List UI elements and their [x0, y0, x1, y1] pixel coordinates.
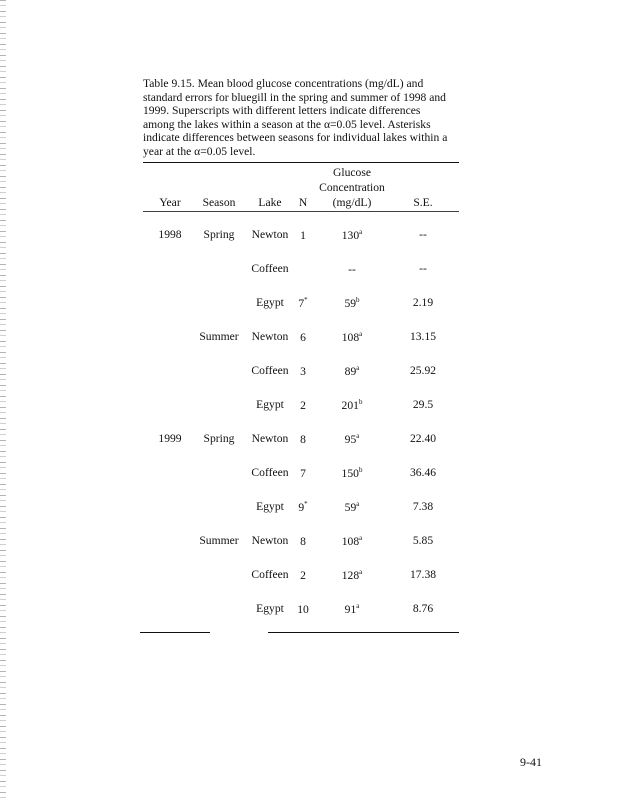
table-bottom-rule-right	[268, 632, 459, 633]
cell-season-value: Summer	[199, 330, 239, 343]
header-glucose-line1: Glucose	[333, 166, 371, 179]
cell-lake-value: Newton	[251, 330, 289, 343]
cell-se-value: --	[419, 228, 427, 241]
cell-lake-value: Newton	[251, 534, 289, 547]
cell-se-value: 25.92	[409, 364, 437, 377]
header-n: N	[298, 196, 308, 209]
cell-lake-value: Egypt	[256, 398, 284, 411]
cell-n-value: 6	[300, 331, 306, 344]
cell-glucose	[322, 534, 382, 548]
cell-se-value: 5.85	[412, 534, 434, 547]
lake-difference-superscript: a	[359, 228, 363, 236]
header-se: S.E.	[413, 196, 433, 209]
cell-se-value: 17.38	[409, 568, 437, 581]
cell-se-value: 8.76	[412, 602, 434, 615]
cell-lake	[246, 228, 294, 241]
cell-glucose	[322, 330, 382, 344]
cell-glucose	[322, 398, 382, 412]
cell-n-value: 9	[298, 501, 305, 514]
cell-se	[398, 534, 448, 547]
lake-difference-superscript: a	[359, 568, 363, 576]
cell-n	[292, 398, 314, 412]
cell-season-value: Summer	[199, 534, 239, 547]
cell-lake	[246, 262, 294, 275]
cell-se	[398, 568, 448, 581]
cell-glucose	[322, 432, 382, 446]
table-caption	[143, 77, 463, 159]
cell-se	[398, 228, 448, 241]
cell-lake-value: Egypt	[256, 602, 284, 615]
cell-se	[398, 296, 448, 309]
cell-lake	[246, 364, 294, 377]
cell-lake	[246, 568, 294, 581]
cell-glucose-value: 108	[341, 535, 360, 548]
cell-se-value: 36.46	[409, 466, 437, 479]
lake-difference-superscript: a	[356, 364, 360, 372]
lake-difference-superscript: a	[359, 330, 363, 338]
cell-n	[292, 534, 314, 548]
cell-se	[398, 398, 448, 411]
cell-season-value: Spring	[203, 432, 235, 445]
cell-glucose-value: 201	[341, 399, 359, 412]
cell-lake	[246, 602, 294, 615]
cell-season	[195, 330, 243, 343]
cell-n-value: 2	[300, 569, 306, 582]
cell-lake	[246, 398, 294, 411]
caption-line: 1999. Superscripts with different letters indicate differences	[143, 104, 421, 118]
header-year: Year	[159, 196, 181, 209]
cell-n-value: 3	[300, 365, 306, 378]
cell-lake-value: Egypt	[256, 500, 284, 513]
lake-difference-superscript: a	[356, 432, 360, 440]
cell-lake	[246, 296, 294, 309]
lake-difference-superscript: b	[356, 296, 360, 304]
header-glucose-line3: (mg/dL)	[332, 196, 372, 209]
cell-lake-value: Coffeen	[251, 568, 289, 581]
cell-glucose	[322, 568, 382, 582]
cell-se	[398, 364, 448, 377]
cell-n-value: 8	[300, 535, 306, 548]
cell-glucose-value: --	[348, 263, 356, 276]
cell-n-value: 7	[298, 297, 305, 310]
header-bottom-rule	[143, 211, 459, 212]
cell-glucose-value: 59	[344, 297, 357, 310]
cell-lake-value: Egypt	[256, 296, 284, 309]
cell-se	[398, 602, 448, 615]
cell-glucose-value: 108	[341, 331, 360, 344]
cell-glucose-value: 95	[344, 433, 357, 446]
cell-n	[292, 432, 314, 446]
cell-n	[292, 330, 314, 344]
cell-glucose-value: 89	[344, 365, 357, 378]
cell-glucose-value: 59	[344, 501, 357, 514]
cell-se-value: --	[419, 262, 427, 275]
cell-n-value: 1	[300, 229, 306, 242]
cell-lake	[246, 466, 294, 479]
cell-n-value: 8	[300, 433, 306, 446]
cell-se	[398, 432, 448, 445]
caption-line: indicate differences between seasons for individual lakes within a	[143, 131, 448, 145]
cell-lake-value: Coffeen	[251, 262, 289, 275]
header-glucose-line2: Concentration	[319, 181, 385, 194]
cell-n-value: 2	[300, 399, 306, 412]
cell-lake	[246, 500, 294, 513]
cell-glucose	[322, 602, 382, 616]
cell-se-value: 7.38	[412, 500, 434, 513]
cell-lake	[246, 330, 294, 343]
season-difference-asterisk: *	[304, 296, 308, 304]
cell-lake-value: Coffeen	[251, 466, 289, 479]
cell-glucose	[322, 228, 382, 242]
cell-se-value: 22.40	[409, 432, 437, 445]
cell-glucose	[322, 262, 382, 276]
cell-glucose	[322, 364, 382, 378]
lake-difference-superscript: b	[358, 466, 363, 474]
cell-n	[292, 602, 314, 616]
cell-n	[292, 364, 314, 378]
lake-difference-superscript: a	[356, 602, 360, 610]
lake-difference-superscript: a	[356, 500, 360, 508]
header-lake: Lake	[258, 196, 282, 209]
cell-glucose-value: 128	[341, 569, 360, 582]
cell-year-value: 1999	[158, 432, 182, 445]
cell-glucose	[322, 500, 382, 514]
caption-line: year at the α=0.05 level.	[143, 144, 256, 158]
cell-season	[195, 432, 243, 445]
season-difference-asterisk: *	[304, 500, 308, 508]
cell-n	[292, 500, 314, 514]
cell-lake	[246, 432, 294, 445]
cell-glucose	[322, 466, 382, 480]
cell-se-value: 13.15	[409, 330, 437, 343]
caption-line: Table 9.15. Mean blood glucose concentrations (mg/dL) and	[143, 77, 424, 90]
cell-se	[398, 466, 448, 479]
cell-year-value: 1998	[158, 228, 182, 241]
cell-year	[150, 432, 190, 445]
cell-glucose-value: 130	[341, 229, 360, 242]
cell-lake	[246, 534, 294, 547]
page-number: 9-41	[520, 755, 542, 769]
cell-n-value: 10	[297, 603, 309, 616]
cell-n	[292, 228, 314, 242]
table-bottom-rule-left	[140, 632, 210, 633]
lake-difference-superscript: a	[359, 534, 363, 542]
cell-glucose-value: 150	[341, 467, 359, 480]
cell-se	[398, 262, 448, 275]
table-top-rule	[143, 162, 459, 163]
cell-se	[398, 500, 448, 513]
cell-se-value: 29.5	[412, 398, 434, 411]
scan-margin-artifacts	[0, 0, 6, 800]
lake-difference-superscript: b	[358, 398, 363, 406]
cell-glucose-value: 91	[344, 603, 357, 616]
cell-n	[292, 466, 314, 480]
cell-lake-value: Coffeen	[251, 364, 289, 377]
cell-lake-value: Newton	[251, 432, 289, 445]
caption-line: among the lakes within a season at the α=0.05 level. Asterisks	[143, 117, 431, 131]
header-season: Season	[202, 196, 236, 209]
cell-se-value: 2.19	[412, 296, 434, 309]
cell-year	[150, 228, 190, 241]
caption-line: standard errors for bluegill in the spring and summer of 1998 and	[143, 90, 446, 104]
cell-se	[398, 330, 448, 343]
cell-n	[292, 568, 314, 582]
cell-season	[195, 534, 243, 547]
cell-lake-value: Newton	[251, 228, 289, 241]
cell-season-value: Spring	[203, 228, 235, 241]
cell-n	[292, 296, 314, 310]
cell-glucose	[322, 296, 382, 310]
cell-season	[195, 228, 243, 241]
cell-n-value: 7	[300, 467, 306, 480]
